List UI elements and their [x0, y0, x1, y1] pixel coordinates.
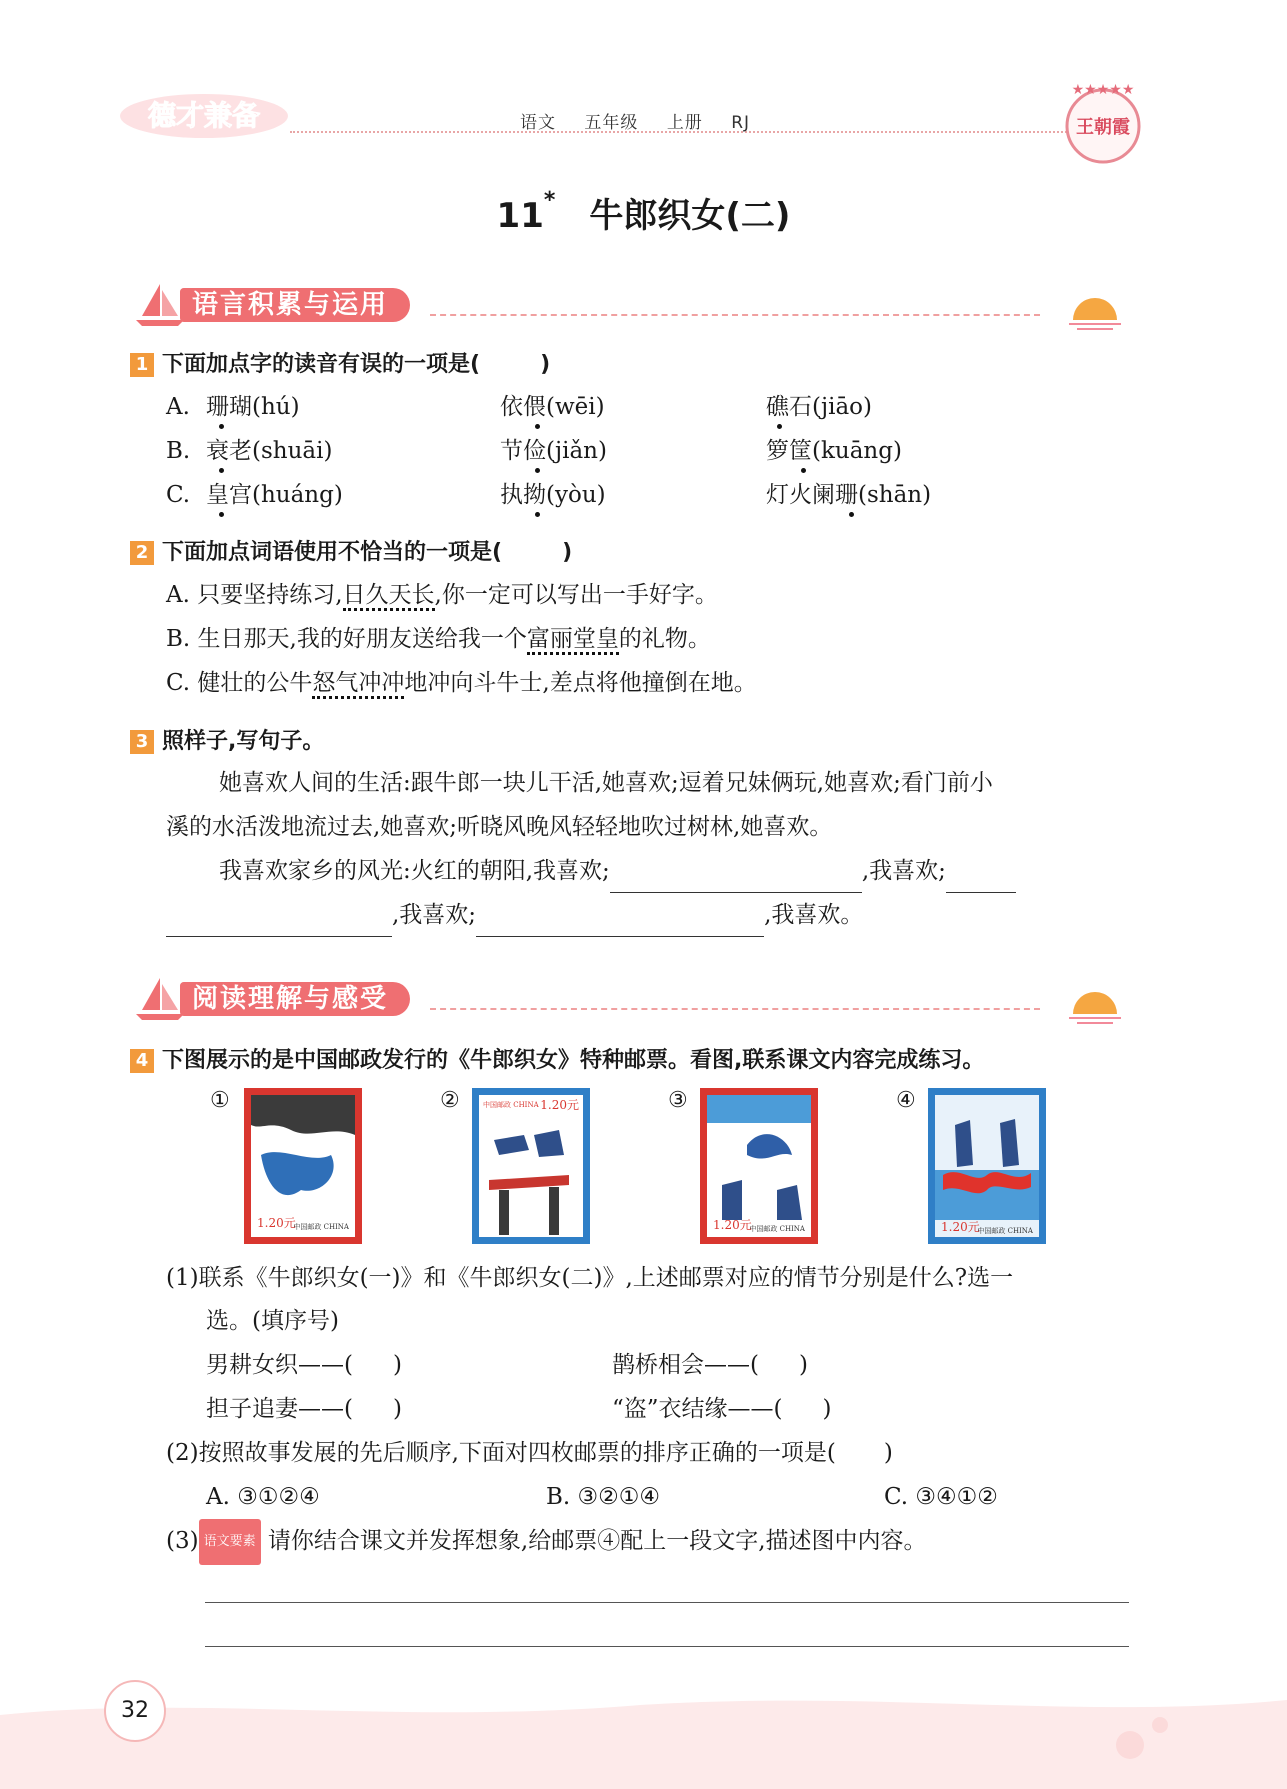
q3-task-start: 我喜欢家乡的风光:火红的朝阳,我喜欢;	[219, 858, 610, 884]
emphasis-dot	[219, 468, 224, 473]
q1-c-2-word: 执拗(yòu)	[500, 482, 606, 508]
section-banner-2	[130, 972, 1130, 1034]
lesson-number: 11	[496, 196, 544, 236]
q4-p2-option-b: B. ③②①④	[546, 1484, 661, 1510]
emphasis-dot	[535, 424, 540, 429]
q2-a-pre: A. 只要坚持练习,	[166, 582, 343, 608]
q1-b-2	[500, 429, 607, 473]
subject: 语文	[520, 113, 556, 133]
q1-c-3	[766, 473, 931, 517]
q4-part2-text: (2)按照故事发展的先后顺序,下面对四枚邮票的排序正确的一项是(	[166, 1440, 836, 1466]
q1-option-a	[166, 385, 206, 429]
q3-task-end: ,我喜欢。	[764, 902, 864, 928]
plot-1-text: 男耕女织——(	[206, 1352, 353, 1378]
q4-part1-line1: (1)联系《牛郎织女(一)》和《牛郎织女(二)》,上述邮票对应的情节分别是什么?选一	[166, 1265, 1014, 1291]
q1-b-3-word: 箩筐(kuāng)	[766, 438, 902, 464]
q1-stem-text: 下面加点字的读音有误的一项是(	[162, 352, 481, 377]
question-number: 4	[130, 1049, 154, 1073]
stamp-2-artwork	[479, 1095, 583, 1237]
question-2-stem	[130, 535, 572, 566]
q2-a-word: 日久天长	[343, 582, 435, 611]
book-info	[520, 108, 772, 133]
plot-item-3	[206, 1387, 402, 1431]
emphasis-dot	[219, 512, 224, 517]
plot-3-text: 担子追妻——(	[206, 1396, 353, 1422]
stamp-2-value: 1.20元	[540, 1098, 579, 1112]
emphasis-dot	[535, 468, 540, 473]
q2-b-post: 的礼物。	[618, 626, 711, 652]
lesson-title-text: 牛郎织女(二)	[589, 196, 791, 236]
stamp-label-4: ④	[896, 1088, 916, 1113]
question-3-stem	[130, 724, 324, 755]
q2-c-post: 地冲向斗牛士,差点将他撞倒在地。	[404, 670, 757, 696]
brand-logo	[118, 88, 290, 140]
plot-item-1	[206, 1343, 402, 1387]
q2-a-post: ,你一定可以写出一手好字。	[434, 582, 718, 608]
section-divider-2	[430, 1008, 1040, 1010]
stamp-2-country: 中国邮政 CHINA	[483, 1101, 539, 1109]
paren-close: )	[392, 1352, 402, 1378]
sunset-icon	[1065, 980, 1125, 1026]
q3-task-line-1	[219, 849, 1016, 893]
lesson-mark: *	[543, 188, 556, 213]
q2-option-a	[166, 573, 718, 617]
question-number: 3	[130, 730, 154, 754]
q1-a-2	[500, 385, 605, 429]
q4-part2-end: )	[883, 1440, 893, 1466]
q1-b-1	[206, 429, 332, 473]
q3-task-mid: ,我喜欢;	[861, 858, 946, 884]
q2-c-pre: C. 健壮的公牛	[166, 670, 313, 696]
paren-close: )	[798, 1352, 808, 1378]
lesson-number-group	[496, 188, 556, 236]
q1-a-3	[766, 385, 872, 429]
q4-p2-option-a: A. ③①②④	[206, 1484, 320, 1510]
q4-p2-option-c: C. ③④①②	[884, 1484, 998, 1510]
stamp-1-artwork	[251, 1095, 355, 1237]
stamp-4-artwork	[935, 1095, 1039, 1237]
q1-option-c	[166, 473, 190, 517]
q2-b-word: 富丽堂皇	[527, 626, 619, 655]
stamp-1-country: 中国邮政 CHINA	[293, 1223, 349, 1231]
grade: 五年级	[584, 113, 639, 133]
stamp-2	[472, 1088, 590, 1244]
option-label: C.	[166, 482, 191, 508]
option-label: B.	[166, 438, 191, 464]
stamp-label-3: ③	[668, 1088, 688, 1113]
section-title-1: 语言积累与运用	[180, 288, 410, 322]
q2-option-c	[166, 661, 757, 705]
q1-stem-end: )	[540, 352, 551, 377]
q2-stem-text: 下面加点词语使用不恰当的一项是(	[162, 540, 503, 565]
answer-blank[interactable]	[610, 866, 862, 893]
q1-option-b	[166, 429, 190, 473]
page-number: 32	[104, 1680, 166, 1742]
q1-b-3	[766, 429, 902, 473]
stamp-3-country: 中国邮政 CHINA	[749, 1225, 805, 1233]
q4-part3-label: (3)	[166, 1528, 199, 1554]
question-number: 1	[130, 353, 154, 377]
section-title-2: 阅读理解与感受	[180, 982, 410, 1016]
lesson-title	[0, 188, 1287, 237]
q2-c-word: 怒气冲冲	[312, 670, 404, 699]
q4-part3	[166, 1519, 927, 1565]
stamp-3-artwork	[707, 1095, 811, 1237]
q2-stem-end: )	[562, 540, 573, 565]
author-seal	[1058, 78, 1148, 168]
answer-line-2[interactable]	[205, 1646, 1129, 1647]
q1-a-1-word1: 珊瑚(hú)	[206, 394, 300, 420]
plot-4-text: “盗”衣结缘——(	[612, 1396, 783, 1422]
stamp-1	[244, 1088, 362, 1244]
q4-part1-line2: 选。(填序号)	[206, 1308, 339, 1334]
q1-c-2	[500, 473, 606, 517]
q1-c-1	[206, 473, 343, 517]
sunset-icon	[1065, 286, 1125, 332]
q1-c-1-word: 皇宫(huáng)	[206, 482, 343, 508]
plot-item-4	[612, 1387, 831, 1431]
edition: RJ	[731, 113, 751, 133]
stamp-4-country: 中国邮政 CHINA	[977, 1227, 1033, 1235]
q2-option-b	[166, 617, 711, 661]
section-divider-1	[430, 314, 1040, 316]
emphasis-dot	[801, 468, 806, 473]
question-4-stem	[130, 1043, 984, 1074]
question-number: 2	[130, 541, 154, 565]
brand-logo-text: 德才兼备	[147, 99, 261, 132]
q1-b-2-word: 节俭(jiǎn)	[500, 438, 607, 464]
seal-text: 王朝霞	[1076, 117, 1130, 138]
answer-line-1[interactable]	[205, 1602, 1129, 1603]
footer-wave	[0, 1685, 1287, 1789]
q4-part2	[166, 1431, 893, 1475]
stamp-3-value: 1.20元	[713, 1218, 752, 1232]
q4-stem-text: 下图展示的是中国邮政发行的《牛郎织女》特种邮票。看图,联系课文内容完成练习。	[162, 1048, 985, 1073]
q3-example-line-1: 她喜欢人间的生活:跟牛郎一块儿干活,她喜欢;逗着兄妹俩玩,她喜欢;看门前小	[219, 770, 993, 796]
answer-blank[interactable]	[476, 910, 764, 937]
paren-close: )	[822, 1396, 832, 1422]
emphasis-dot	[219, 424, 224, 429]
answer-blank[interactable]	[166, 910, 392, 937]
q1-a-2-word: 依偎(wēi)	[500, 394, 605, 420]
stamp-4	[928, 1088, 1046, 1244]
q3-example-line-2: 溪的水活泼地流过去,她喜欢;听晓风晚风轻轻地吹过树林,她喜欢。	[166, 814, 833, 840]
paren-close: )	[392, 1396, 402, 1422]
emphasis-dot	[535, 512, 540, 517]
section-banner-1	[130, 278, 1130, 340]
emphasis-dot	[849, 512, 854, 517]
option-label: A.	[166, 394, 190, 420]
stamp-4-value: 1.20元	[941, 1220, 980, 1234]
svg-text:★★★★★: ★★★★★	[1071, 82, 1135, 98]
volume: 上册	[666, 113, 703, 133]
q2-b-pre: B. 生日那天,我的好朋友送给我一个	[166, 626, 527, 652]
q1-b-1-word: 衰老(shuāi)	[206, 438, 333, 464]
stamp-label-2: ②	[440, 1088, 460, 1113]
emphasis-dot	[777, 424, 782, 429]
q3-task-mid2: ,我喜欢;	[392, 902, 477, 928]
stamp-3	[700, 1088, 818, 1244]
plot-item-2	[612, 1343, 808, 1387]
stamp-1-value: 1.20元	[257, 1216, 296, 1230]
language-element-tag: 语文要素	[199, 1519, 261, 1565]
q4-part3-text: 请你结合课文并发挥想象,给邮票④配上一段文字,描述图中内容。	[267, 1528, 927, 1554]
q3-stem-text: 照样子,写句子。	[162, 729, 325, 754]
q3-task-line-2	[166, 893, 863, 937]
plot-2-text: 鹊桥相会——(	[612, 1352, 759, 1378]
q1-a-1	[206, 385, 300, 429]
q1-a-3-word: 礁石(jiāo)	[766, 394, 872, 420]
answer-blank[interactable]	[946, 866, 1016, 893]
question-1-stem	[130, 347, 550, 378]
stamp-label-1: ①	[210, 1088, 230, 1113]
q1-c-3-word: 灯火阑珊(shān)	[766, 482, 932, 508]
